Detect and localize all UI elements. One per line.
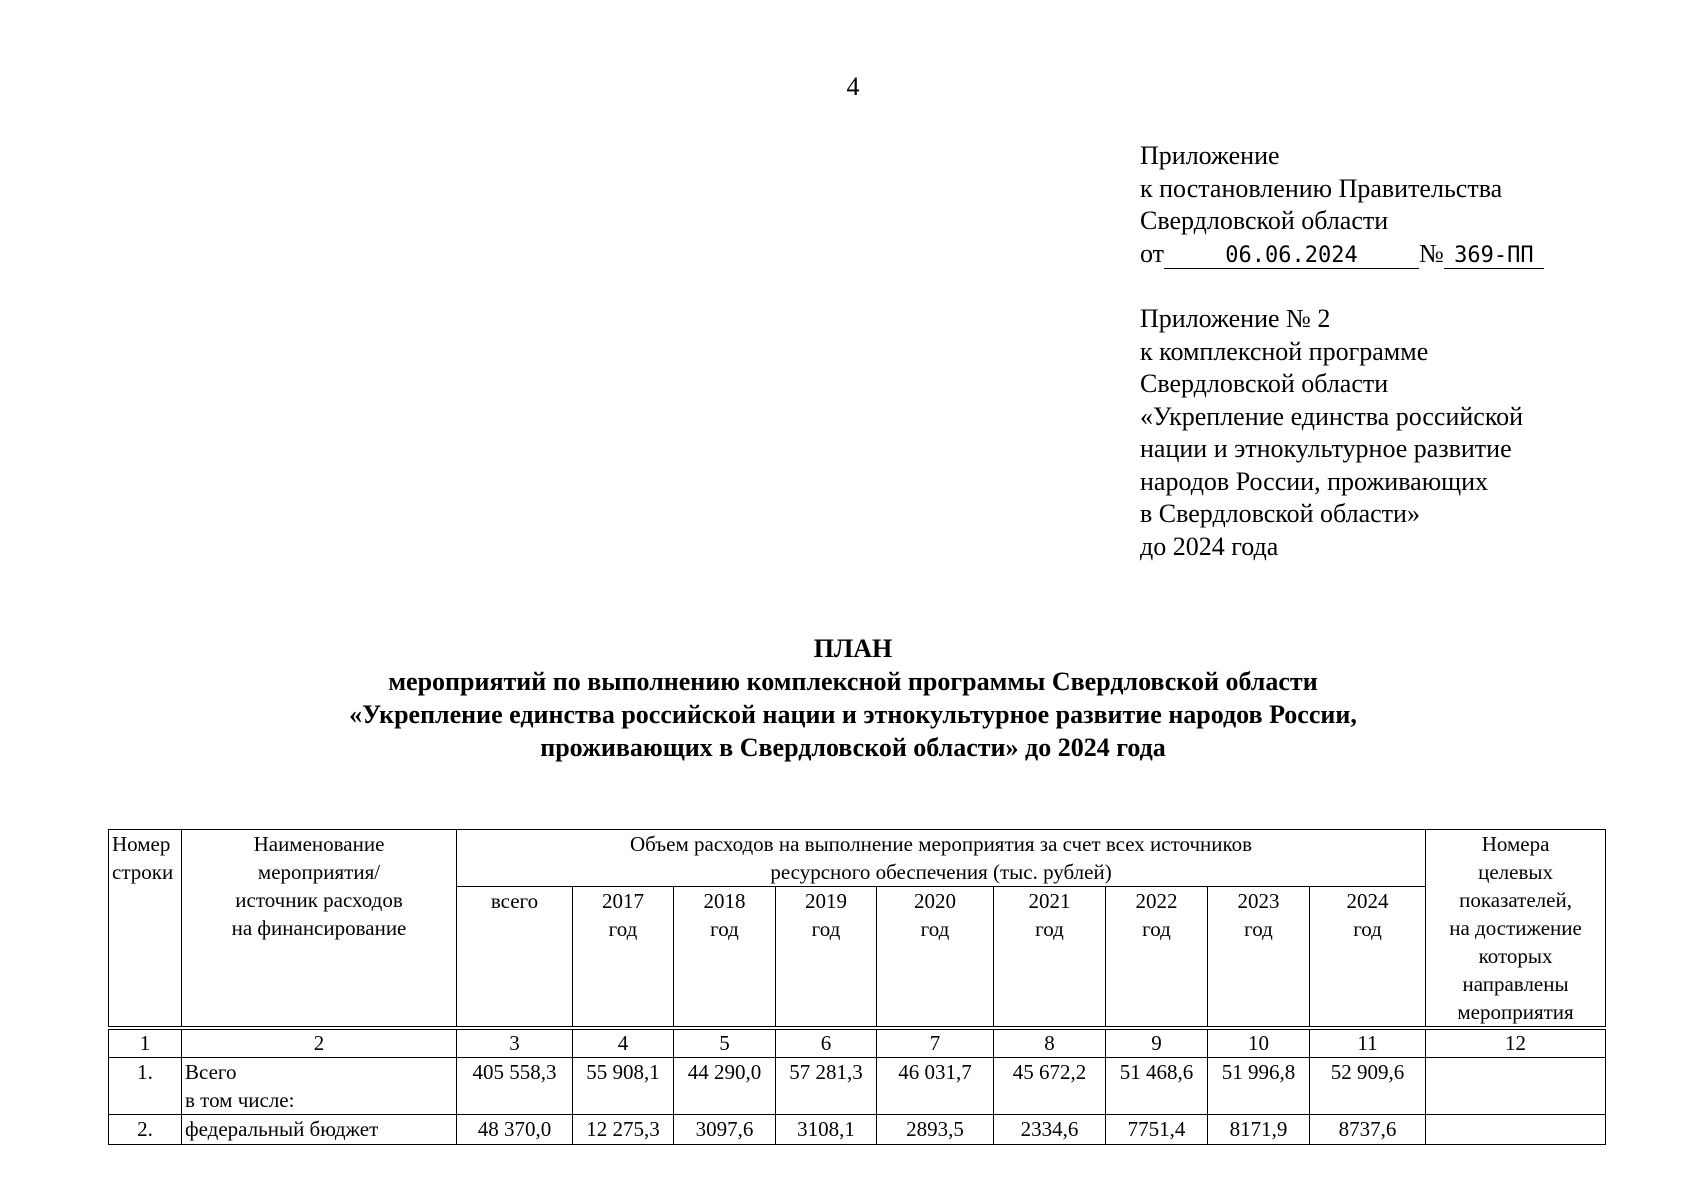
title-line: проживающих в Свердловской области» до 2024 года: [540, 733, 1166, 762]
annex-line: до 2024 года: [1140, 531, 1279, 561]
header-year: 2019 год: [776, 887, 877, 1028]
cell-total: 405 558,3: [457, 1058, 573, 1115]
cell-targets: [1426, 1058, 1606, 1115]
header-year: 2022 год: [1106, 887, 1208, 1028]
cell-year-2021: 2334,6: [994, 1115, 1106, 1145]
annex-line: Свердловской области: [1140, 369, 1389, 398]
annex-line: нации и этнокультурное развитие: [1140, 434, 1512, 463]
cell-total: 48 370,0: [457, 1115, 573, 1145]
header-year: 2021 год: [994, 887, 1106, 1028]
column-number: 1: [109, 1028, 182, 1058]
cell-year-2018: 3097,6: [674, 1115, 776, 1145]
resolution-date: 06.06.2024: [1164, 244, 1419, 269]
header-row-number: Номер строки: [109, 830, 182, 1029]
cell-year-2023: 8171,9: [1208, 1115, 1310, 1145]
header-name: Наименование мероприятия/ источник расходов на финансирование: [182, 830, 457, 1029]
cell-targets: [1426, 1115, 1606, 1145]
column-number: 5: [674, 1028, 776, 1058]
row-number: 2.: [109, 1115, 182, 1145]
column-number: 9: [1106, 1028, 1208, 1058]
number-prefix: №: [1419, 238, 1444, 268]
annex-line: Свердловской области: [1140, 206, 1389, 235]
annex-line: к постановлению Правительства: [1140, 173, 1503, 203]
column-number: 3: [457, 1028, 573, 1058]
cell-year-2022: 7751,4: [1106, 1115, 1208, 1145]
cell-year-2019: 57 281,3: [776, 1058, 877, 1115]
header-targets: Номера целевых показателей, на достижение которых направлены мероприятия: [1426, 830, 1606, 1029]
annex-line: «Укрепление единства российской: [1140, 401, 1524, 431]
annex-line: Приложение № 2: [1140, 304, 1331, 333]
document-title: [0, 632, 1706, 764]
cell-year-2021: 45 672,2: [994, 1058, 1106, 1115]
page-number: 4: [846, 72, 860, 101]
column-number: 4: [573, 1028, 674, 1058]
header-year: 2024 год: [1310, 887, 1426, 1028]
table-header-row: [109, 830, 1606, 887]
header-volume: Объем расходов на выполнение мероприятия за счет всех источников ресурсного обеспечения (тыс. рублей): [457, 830, 1426, 887]
table-row: [109, 1115, 1606, 1145]
annex-line: Приложение: [1140, 141, 1280, 170]
header-year: 2023 год: [1208, 887, 1310, 1028]
cell-year-2020: 46 031,7: [877, 1058, 994, 1115]
table-row: [109, 1058, 1606, 1115]
plan-table: [108, 829, 1606, 1145]
date-prefix: от: [1140, 238, 1165, 268]
header-year: 2020 год: [877, 887, 994, 1028]
cell-year-2017: 12 275,3: [573, 1115, 674, 1145]
cell-year-2024: 8737,6: [1310, 1115, 1426, 1145]
column-number: 7: [877, 1028, 994, 1058]
row-name: федеральный бюджет: [182, 1115, 457, 1145]
title-line: «Укрепление единства российской нации и этнокультурное развитие народов России,: [349, 700, 1357, 729]
cell-year-2019: 3108,1: [776, 1115, 877, 1145]
row-name: Всего в том числе:: [182, 1058, 457, 1115]
annex-line: народов России, проживающих: [1140, 466, 1489, 496]
cell-year-2017: 55 908,1: [573, 1058, 674, 1115]
column-number: 10: [1208, 1028, 1310, 1058]
resolution-number: 369-ПП: [1444, 244, 1544, 269]
annex-line: в Свердловской области»: [1140, 499, 1420, 528]
column-number: 11: [1310, 1028, 1426, 1058]
cell-year-2023: 51 996,8: [1208, 1058, 1310, 1115]
column-number: 12: [1426, 1028, 1606, 1058]
cell-year-2018: 44 290,0: [674, 1058, 776, 1115]
title-line: ПЛАН: [813, 634, 893, 663]
column-number: 8: [994, 1028, 1106, 1058]
cell-year-2022: 51 468,6: [1106, 1058, 1208, 1115]
annex-resolution-header: [1140, 140, 1544, 270]
cell-year-2020: 2893,5: [877, 1115, 994, 1145]
annex-date-line: [1140, 238, 1544, 271]
column-number: 6: [776, 1028, 877, 1058]
annex-program-header: [1140, 303, 1523, 563]
header-year: 2017 год: [573, 887, 674, 1028]
column-numbers-row: [109, 1028, 1606, 1058]
annex-line: к комплексной программе: [1140, 336, 1429, 366]
cell-year-2024: 52 909,6: [1310, 1058, 1426, 1115]
title-line: мероприятий по выполнению комплексной программы Свердловской области: [388, 667, 1318, 696]
header-year: 2018 год: [674, 887, 776, 1028]
column-number: 2: [182, 1028, 457, 1058]
row-number: 1.: [109, 1058, 182, 1115]
header-total: всего: [457, 887, 573, 1028]
